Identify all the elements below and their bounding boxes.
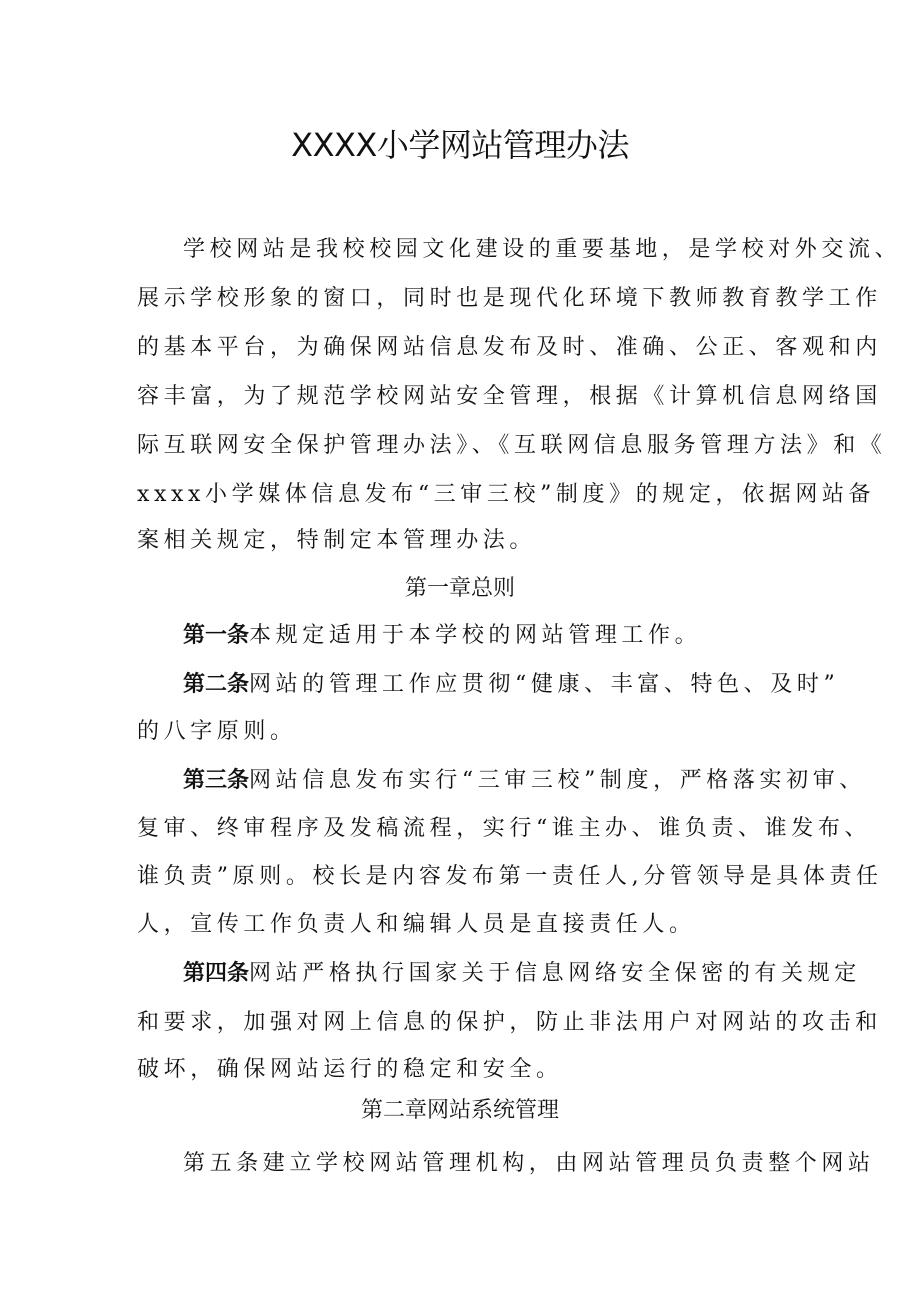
article-text: 网站的管理工作应贯彻“健康、丰富、特色、及时” [249,672,840,697]
article-text: 本规定适用于本学校的网站管理工作。 [249,623,702,648]
intro-line: 容丰富，为了规范学校网站安全管理，根据《计算机信息网络国 [137,384,882,409]
intro-line: 学校网站是我校校园文化建设的重要基地，是学校对外交流、 [183,237,902,262]
article-line: 谁负责”原则。校长是内容发布第一责任人,分管领导是具体责任 [137,864,883,889]
article-lead: 第四条 [183,961,250,986]
chapter-heading: 第一章总则 [404,576,515,601]
article-1 [183,623,701,649]
chapter-heading: 第二章网站系统管理 [360,1098,559,1123]
document-title: XXXX小学网站管理办法 [291,126,629,164]
article-line: 复审、终审程序及发稿流程，实行“谁主办、谁负责、谁发布、 [137,816,872,841]
article-lead: 第三条 [183,768,250,793]
article-lead: 第二条 [183,672,250,697]
article-text: 网站信息发布实行“三审三校”制度，严格落实初审、 [249,768,866,793]
article-2 [183,672,839,698]
article-line: 和要求，加强对网上信息的保护，防止非法用户对网站的攻击和 [137,1010,882,1035]
article-line: 破坏，确保网站运行的稳定和安全。 [137,1057,563,1082]
intro-line: 案相关规定，特制定本管理办法。 [137,528,537,553]
article-4 [183,961,861,987]
intro-line: xxxx小学媒体信息发布“三审三校”制度》的规定，依据网站备 [137,482,876,507]
intro-line: 展示学校形象的窗口，同时也是现代化环境下教师教育教学工作 [137,286,882,311]
article-line: 的八字原则。 [137,719,297,744]
intro-line: 际互联网安全保护管理办法》、《互联网信息服务管理方法》和《 [137,433,887,458]
article-lead: 第一条 [183,623,250,648]
article-line: 人，宣传工作负责人和编辑人员是直接责任人。 [137,912,696,937]
article-3 [183,768,866,794]
article-5: 第五条建立学校网站管理机构，由网站管理员负责整个网站 [183,1151,875,1176]
article-text: 网站严格执行国家关于信息网络安全保密的有关规定 [249,961,861,986]
intro-line: 的基本平台，为确保网站信息发布及时、准确、公正、客观和内 [137,335,882,360]
